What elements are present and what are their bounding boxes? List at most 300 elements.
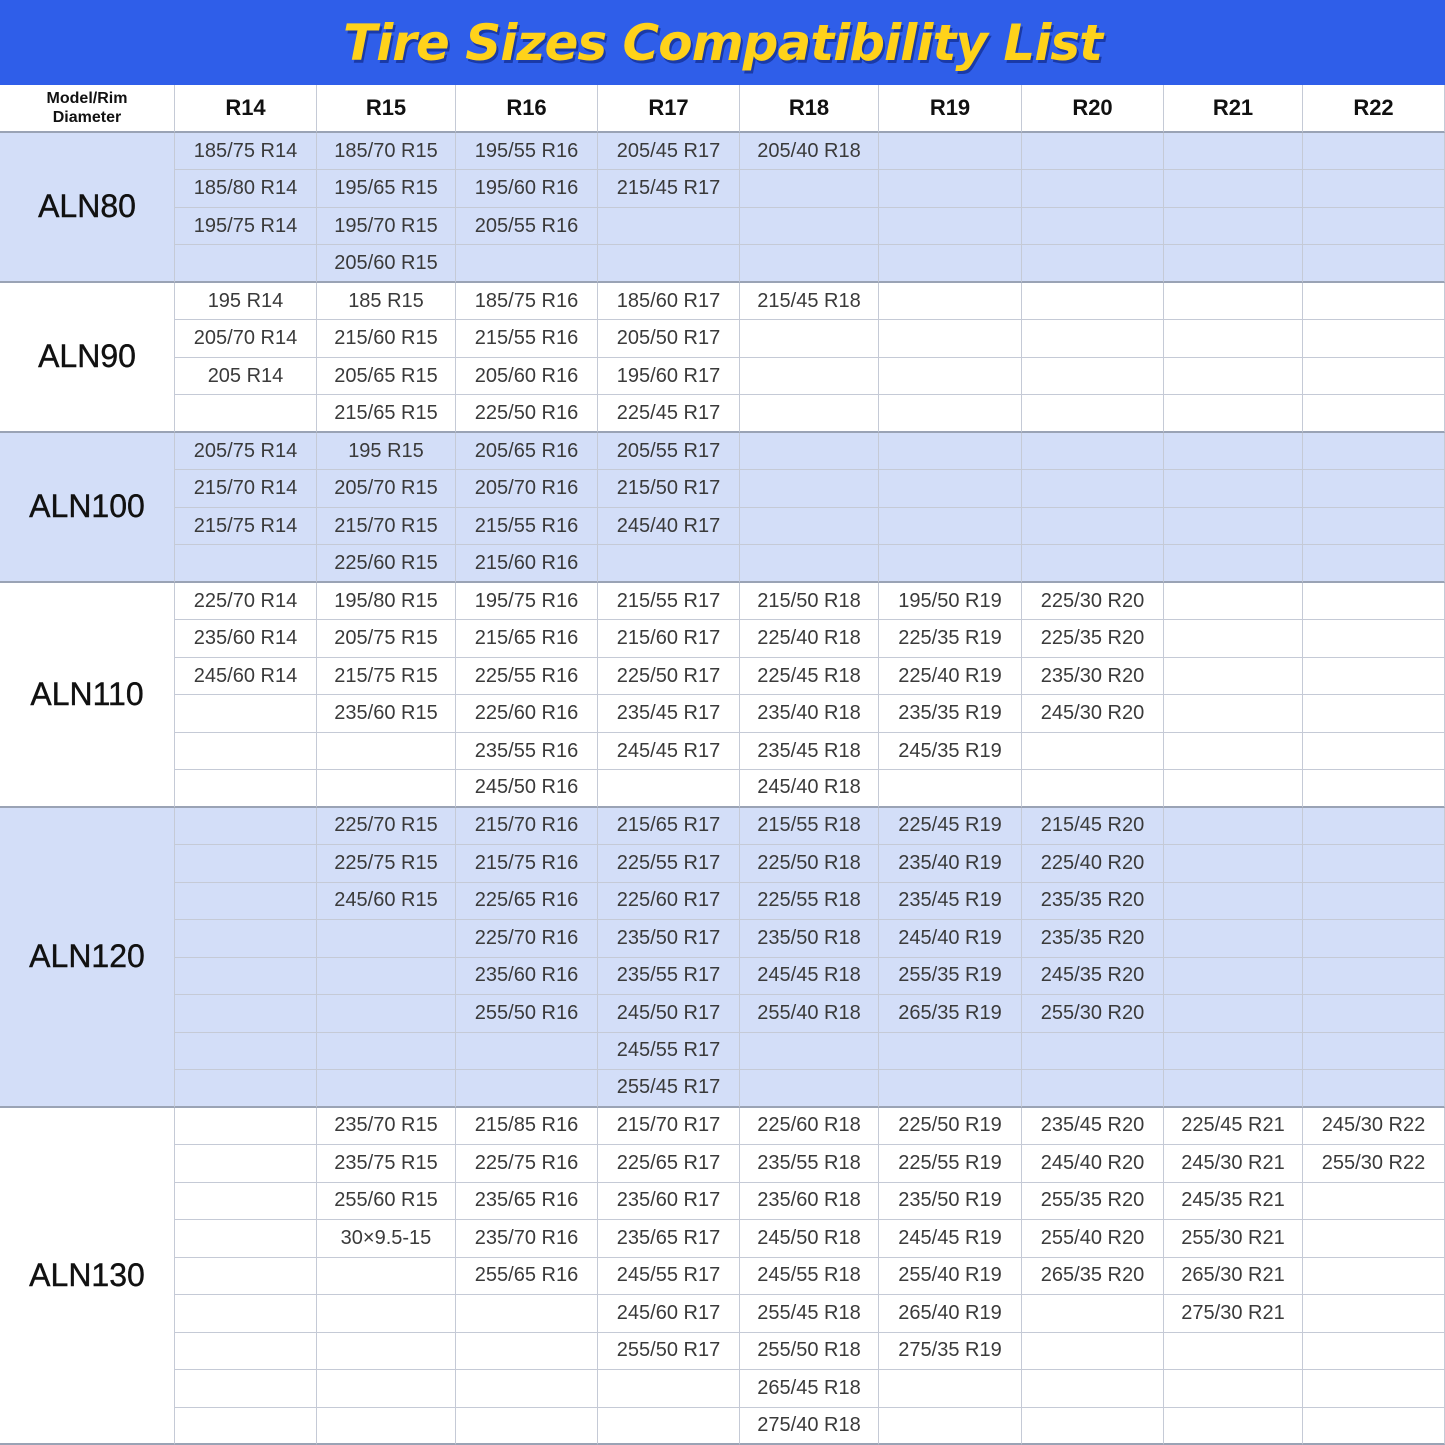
tire-size-cell <box>1164 845 1303 882</box>
tire-size-cell <box>879 1070 1022 1107</box>
model-aln100: ALN100 <box>0 433 175 583</box>
tire-size-cell <box>1164 208 1303 245</box>
tire-size-cell: 255/30 R21 <box>1164 1220 1303 1257</box>
tire-size-cell <box>598 545 740 582</box>
header-r19: R19 <box>879 85 1022 133</box>
tire-size-cell <box>1303 545 1445 582</box>
tire-size-cell: 255/40 R20 <box>1022 1220 1164 1257</box>
tire-size-cell: 215/70 R17 <box>598 1108 740 1145</box>
tire-size-cell: 235/50 R18 <box>740 920 879 957</box>
tire-size-cell: 215/65 R15 <box>317 395 456 432</box>
tire-size-cell <box>456 1033 598 1070</box>
header-r22: R22 <box>1303 85 1445 133</box>
tire-size-cell <box>317 1258 456 1295</box>
tire-size-cell: 225/50 R19 <box>879 1108 1022 1145</box>
tire-size-cell <box>1303 883 1445 920</box>
header-r17: R17 <box>598 85 740 133</box>
tire-size-cell <box>879 1408 1022 1445</box>
tire-size-cell: 255/30 R22 <box>1303 1145 1445 1182</box>
tire-size-cell <box>1164 770 1303 807</box>
header-r14: R14 <box>175 85 317 133</box>
tire-size-cell <box>456 1333 598 1370</box>
tire-size-cell <box>740 1033 879 1070</box>
tire-size-cell: 245/30 R21 <box>1164 1145 1303 1182</box>
tire-size-cell: 255/50 R16 <box>456 995 598 1032</box>
tire-size-cell <box>1022 1370 1164 1407</box>
tire-size-cell <box>1164 1408 1303 1445</box>
tire-size-cell <box>1303 170 1445 207</box>
tire-size-cell <box>1164 1070 1303 1107</box>
tire-size-cell: 215/65 R17 <box>598 808 740 845</box>
tire-size-cell: 265/45 R18 <box>740 1370 879 1407</box>
model-aln90: ALN90 <box>0 283 175 433</box>
tire-size-cell <box>456 1408 598 1445</box>
tire-size-cell <box>879 133 1022 170</box>
tire-size-cell <box>740 545 879 582</box>
tire-size-cell <box>879 395 1022 432</box>
title-banner <box>0 0 1445 85</box>
tire-size-cell <box>1164 358 1303 395</box>
tire-size-cell: 205/70 R16 <box>456 470 598 507</box>
header-r21: R21 <box>1164 85 1303 133</box>
tire-size-cell <box>740 433 879 470</box>
tire-size-cell <box>1164 1033 1303 1070</box>
tire-size-cell <box>1022 545 1164 582</box>
tire-size-cell <box>1303 283 1445 320</box>
tire-size-cell <box>1164 733 1303 770</box>
tire-size-cell: 215/55 R16 <box>456 320 598 357</box>
tire-size-cell: 225/55 R16 <box>456 658 598 695</box>
tire-size-cell <box>1022 133 1164 170</box>
tire-size-cell: 235/60 R16 <box>456 958 598 995</box>
tire-size-cell: 235/55 R16 <box>456 733 598 770</box>
tire-size-cell <box>740 470 879 507</box>
tire-size-cell <box>1303 920 1445 957</box>
tire-size-cell: 235/30 R20 <box>1022 658 1164 695</box>
tire-size-cell: 215/85 R16 <box>456 1108 598 1145</box>
tire-size-cell <box>175 958 317 995</box>
tire-size-cell: 30×9.5-15 <box>317 1220 456 1257</box>
tire-size-cell <box>317 920 456 957</box>
tire-size-cell: 225/30 R20 <box>1022 583 1164 620</box>
compatibility-table <box>0 85 1445 1445</box>
tire-size-cell <box>175 883 317 920</box>
tire-size-cell: 245/40 R18 <box>740 770 879 807</box>
tire-size-cell: 185 R15 <box>317 283 456 320</box>
tire-size-cell <box>1022 170 1164 207</box>
tire-size-cell <box>1022 1295 1164 1332</box>
tire-size-cell <box>317 770 456 807</box>
tire-size-cell <box>175 1145 317 1182</box>
tire-size-cell: 225/45 R17 <box>598 395 740 432</box>
tire-size-cell: 215/45 R20 <box>1022 808 1164 845</box>
tire-size-cell: 215/60 R15 <box>317 320 456 357</box>
tire-size-cell: 185/60 R17 <box>598 283 740 320</box>
tire-size-cell <box>879 283 1022 320</box>
tire-size-cell: 225/40 R20 <box>1022 845 1164 882</box>
tire-size-cell: 195 R15 <box>317 433 456 470</box>
header-r18: R18 <box>740 85 879 133</box>
header-model-rim-diameter <box>0 85 175 133</box>
model-aln120: ALN120 <box>0 808 175 1108</box>
tire-size-cell <box>1303 133 1445 170</box>
tire-size-cell: 245/45 R18 <box>740 958 879 995</box>
tire-size-cell: 205/70 R15 <box>317 470 456 507</box>
tire-size-cell: 205/60 R15 <box>317 245 456 282</box>
model-aln130: ALN130 <box>0 1108 175 1445</box>
tire-size-cell <box>598 1370 740 1407</box>
tire-size-cell <box>879 358 1022 395</box>
tire-size-cell: 225/50 R18 <box>740 845 879 882</box>
tire-size-cell: 195/75 R14 <box>175 208 317 245</box>
model-aln80: ALN80 <box>0 133 175 283</box>
tire-size-cell: 205/40 R18 <box>740 133 879 170</box>
tire-size-cell <box>175 245 317 282</box>
tire-size-cell <box>456 1295 598 1332</box>
tire-size-cell: 245/45 R19 <box>879 1220 1022 1257</box>
tire-size-cell <box>879 1370 1022 1407</box>
tire-size-cell: 265/35 R20 <box>1022 1258 1164 1295</box>
tire-size-cell <box>1022 208 1164 245</box>
tire-size-cell <box>175 695 317 732</box>
tire-size-cell <box>1164 133 1303 170</box>
tire-size-cell: 235/60 R17 <box>598 1183 740 1220</box>
tire-size-cell <box>456 1370 598 1407</box>
tire-size-cell: 235/55 R18 <box>740 1145 879 1182</box>
header-r20: R20 <box>1022 85 1164 133</box>
tire-size-cell <box>1303 958 1445 995</box>
tire-size-cell <box>1303 620 1445 657</box>
tire-size-cell <box>1022 245 1164 282</box>
tire-size-cell <box>1303 695 1445 732</box>
tire-size-cell: 255/40 R18 <box>740 995 879 1032</box>
tire-size-cell: 215/60 R16 <box>456 545 598 582</box>
tire-size-cell: 255/30 R20 <box>1022 995 1164 1032</box>
tire-size-cell <box>740 320 879 357</box>
tire-size-cell <box>740 358 879 395</box>
tire-size-cell <box>1303 1033 1445 1070</box>
tire-size-cell: 195/60 R17 <box>598 358 740 395</box>
tire-size-cell: 255/45 R18 <box>740 1295 879 1332</box>
tire-size-cell <box>1164 1333 1303 1370</box>
tire-size-cell: 265/40 R19 <box>879 1295 1022 1332</box>
tire-size-cell <box>879 770 1022 807</box>
tire-size-cell: 185/80 R14 <box>175 170 317 207</box>
tire-size-cell <box>1022 358 1164 395</box>
header-r15: R15 <box>317 85 456 133</box>
tire-size-cell <box>598 770 740 807</box>
tire-size-cell: 245/50 R16 <box>456 770 598 807</box>
tire-size-cell: 215/45 R17 <box>598 170 740 207</box>
tire-size-cell <box>175 1258 317 1295</box>
tire-size-cell: 235/55 R17 <box>598 958 740 995</box>
tire-size-cell <box>1303 1070 1445 1107</box>
tire-size-cell: 195/75 R16 <box>456 583 598 620</box>
tire-size-cell <box>1164 470 1303 507</box>
tire-size-cell <box>1303 583 1445 620</box>
tire-size-cell <box>879 545 1022 582</box>
tire-size-cell: 205/55 R17 <box>598 433 740 470</box>
tire-size-cell: 235/60 R14 <box>175 620 317 657</box>
tire-size-cell: 225/60 R18 <box>740 1108 879 1145</box>
tire-size-cell: 205/75 R15 <box>317 620 456 657</box>
tire-size-cell <box>879 470 1022 507</box>
tire-size-cell: 245/35 R19 <box>879 733 1022 770</box>
tire-size-cell: 235/40 R19 <box>879 845 1022 882</box>
tire-size-cell <box>879 245 1022 282</box>
tire-size-cell <box>1022 1070 1164 1107</box>
tire-size-cell: 205/65 R16 <box>456 433 598 470</box>
tire-size-cell: 225/55 R19 <box>879 1145 1022 1182</box>
tire-size-cell <box>1164 808 1303 845</box>
tire-size-cell: 235/50 R19 <box>879 1183 1022 1220</box>
tire-size-cell <box>175 995 317 1032</box>
tire-size-cell: 195/55 R16 <box>456 133 598 170</box>
tire-size-cell: 215/75 R14 <box>175 508 317 545</box>
tire-size-cell: 215/75 R15 <box>317 658 456 695</box>
tire-size-cell <box>1022 1408 1164 1445</box>
tire-size-cell: 215/70 R15 <box>317 508 456 545</box>
tire-size-cell: 225/35 R20 <box>1022 620 1164 657</box>
tire-size-cell <box>598 208 740 245</box>
tire-size-cell <box>740 170 879 207</box>
tire-size-cell: 195/50 R19 <box>879 583 1022 620</box>
tire-size-cell: 225/70 R15 <box>317 808 456 845</box>
tire-size-cell: 225/75 R16 <box>456 1145 598 1182</box>
tire-size-cell <box>740 508 879 545</box>
tire-size-cell: 235/45 R19 <box>879 883 1022 920</box>
tire-size-cell <box>175 1183 317 1220</box>
tire-size-cell <box>1164 658 1303 695</box>
tire-size-cell <box>598 1408 740 1445</box>
tire-size-cell <box>175 733 317 770</box>
tire-size-cell: 275/30 R21 <box>1164 1295 1303 1332</box>
tire-size-cell <box>1303 320 1445 357</box>
tire-size-cell <box>1022 283 1164 320</box>
tire-size-cell <box>1164 883 1303 920</box>
tire-size-cell: 265/30 R21 <box>1164 1258 1303 1295</box>
tire-size-cell: 225/70 R14 <box>175 583 317 620</box>
tire-size-cell: 235/35 R19 <box>879 695 1022 732</box>
tire-size-cell <box>1164 545 1303 582</box>
tire-size-cell: 275/35 R19 <box>879 1333 1022 1370</box>
tire-size-cell: 205/60 R16 <box>456 358 598 395</box>
tire-size-cell <box>1303 508 1445 545</box>
tire-size-cell: 235/65 R16 <box>456 1183 598 1220</box>
tire-size-cell: 245/35 R20 <box>1022 958 1164 995</box>
tire-size-cell: 245/45 R17 <box>598 733 740 770</box>
tire-size-cell: 235/60 R15 <box>317 695 456 732</box>
tire-size-cell: 225/45 R19 <box>879 808 1022 845</box>
tire-size-cell <box>1303 208 1445 245</box>
tire-size-cell: 225/55 R18 <box>740 883 879 920</box>
tire-size-cell <box>1164 958 1303 995</box>
tire-size-cell: 205/65 R15 <box>317 358 456 395</box>
tire-size-cell <box>1303 358 1445 395</box>
tire-size-cell <box>1022 770 1164 807</box>
tire-size-cell: 225/60 R15 <box>317 545 456 582</box>
tire-size-cell <box>1164 995 1303 1032</box>
tire-size-cell: 265/35 R19 <box>879 995 1022 1032</box>
tire-size-cell <box>1303 433 1445 470</box>
tire-size-cell <box>1022 508 1164 545</box>
tire-size-cell <box>879 170 1022 207</box>
tire-size-cell <box>598 245 740 282</box>
tire-size-cell <box>1164 1370 1303 1407</box>
tire-size-cell: 245/55 R17 <box>598 1258 740 1295</box>
tire-size-cell: 185/70 R15 <box>317 133 456 170</box>
tire-size-cell <box>1303 808 1445 845</box>
tire-size-cell <box>740 245 879 282</box>
tire-size-cell: 205/70 R14 <box>175 320 317 357</box>
tire-size-cell <box>1164 695 1303 732</box>
tire-size-cell <box>1303 395 1445 432</box>
tire-size-cell: 255/40 R19 <box>879 1258 1022 1295</box>
tire-size-cell <box>175 1370 317 1407</box>
tire-size-cell: 195/70 R15 <box>317 208 456 245</box>
tire-size-cell <box>1164 283 1303 320</box>
tire-size-cell: 215/55 R17 <box>598 583 740 620</box>
tire-size-cell: 215/70 R14 <box>175 470 317 507</box>
tire-size-cell <box>1164 508 1303 545</box>
tire-size-cell: 245/40 R19 <box>879 920 1022 957</box>
tire-size-cell: 215/45 R18 <box>740 283 879 320</box>
tire-size-cell <box>317 1408 456 1445</box>
tire-size-cell: 205/55 R16 <box>456 208 598 245</box>
tire-size-cell <box>175 1070 317 1107</box>
tire-size-cell: 245/30 R20 <box>1022 695 1164 732</box>
tire-size-cell <box>740 1070 879 1107</box>
tire-size-cell <box>1164 583 1303 620</box>
tire-size-cell: 235/75 R15 <box>317 1145 456 1182</box>
tire-size-cell: 245/55 R17 <box>598 1033 740 1070</box>
tire-size-cell <box>1303 1183 1445 1220</box>
tire-size-cell <box>1022 320 1164 357</box>
tire-size-cell: 185/75 R16 <box>456 283 598 320</box>
tire-size-cell <box>879 320 1022 357</box>
tire-size-cell: 225/60 R16 <box>456 695 598 732</box>
tire-size-cell: 235/45 R20 <box>1022 1108 1164 1145</box>
tire-size-cell <box>175 845 317 882</box>
tire-size-cell: 245/50 R18 <box>740 1220 879 1257</box>
tire-size-cell <box>740 208 879 245</box>
header-first-line: Diameter <box>52 109 122 126</box>
tire-size-cell: 225/40 R18 <box>740 620 879 657</box>
tire-size-cell <box>317 1070 456 1107</box>
tire-size-cell <box>175 1295 317 1332</box>
tire-size-cell <box>1022 1333 1164 1370</box>
tire-size-cell: 235/45 R17 <box>598 695 740 732</box>
tire-size-cell <box>1303 470 1445 507</box>
tire-size-cell: 205/50 R17 <box>598 320 740 357</box>
tire-size-cell <box>1022 470 1164 507</box>
tire-size-cell <box>317 958 456 995</box>
tire-size-cell <box>1303 1408 1445 1445</box>
tire-size-cell <box>175 1333 317 1370</box>
tire-size-cell <box>175 1033 317 1070</box>
tire-size-cell: 275/40 R18 <box>740 1408 879 1445</box>
tire-size-cell: 215/50 R17 <box>598 470 740 507</box>
tire-size-cell: 255/50 R17 <box>598 1333 740 1370</box>
tire-size-cell <box>456 245 598 282</box>
tire-size-cell <box>1303 770 1445 807</box>
tire-size-cell: 235/65 R17 <box>598 1220 740 1257</box>
tire-size-cell <box>1303 845 1445 882</box>
header-first-line: Model/Rim <box>46 90 128 107</box>
tire-size-cell: 255/50 R18 <box>740 1333 879 1370</box>
tire-size-cell: 235/35 R20 <box>1022 883 1164 920</box>
tire-size-cell: 225/70 R16 <box>456 920 598 957</box>
tire-size-cell: 245/50 R17 <box>598 995 740 1032</box>
tire-size-cell: 205/45 R17 <box>598 133 740 170</box>
tire-size-cell <box>740 395 879 432</box>
tire-size-cell <box>1303 245 1445 282</box>
tire-size-cell <box>1164 920 1303 957</box>
tire-size-cell <box>317 1333 456 1370</box>
tire-size-cell <box>1303 1258 1445 1295</box>
tire-size-cell: 235/70 R16 <box>456 1220 598 1257</box>
tire-size-cell: 255/35 R20 <box>1022 1183 1164 1220</box>
tire-size-cell <box>175 1108 317 1145</box>
tire-size-cell: 215/55 R18 <box>740 808 879 845</box>
header-r16: R16 <box>456 85 598 133</box>
tire-size-cell <box>1164 320 1303 357</box>
tire-size-cell <box>1164 433 1303 470</box>
tire-size-cell: 215/50 R18 <box>740 583 879 620</box>
tire-size-cell <box>1303 995 1445 1032</box>
tire-size-cell: 225/65 R17 <box>598 1145 740 1182</box>
tire-size-cell <box>456 1070 598 1107</box>
tire-size-cell <box>175 770 317 807</box>
tire-size-cell: 215/75 R16 <box>456 845 598 882</box>
tire-size-cell <box>175 1408 317 1445</box>
tire-size-cell: 235/45 R18 <box>740 733 879 770</box>
tire-size-cell: 245/60 R15 <box>317 883 456 920</box>
tire-size-cell: 215/65 R16 <box>456 620 598 657</box>
tire-size-cell <box>1303 658 1445 695</box>
tire-size-cell <box>1303 1220 1445 1257</box>
tire-size-cell <box>175 395 317 432</box>
tire-size-cell: 205/75 R14 <box>175 433 317 470</box>
tire-size-cell <box>879 508 1022 545</box>
tire-size-cell <box>317 733 456 770</box>
tire-size-cell <box>317 1370 456 1407</box>
tire-size-cell: 185/75 R14 <box>175 133 317 170</box>
model-aln110: ALN110 <box>0 583 175 808</box>
tire-size-cell: 195/65 R15 <box>317 170 456 207</box>
tire-size-cell: 225/50 R16 <box>456 395 598 432</box>
tire-size-cell: 245/35 R21 <box>1164 1183 1303 1220</box>
tire-size-cell: 225/65 R16 <box>456 883 598 920</box>
tire-size-cell <box>1164 395 1303 432</box>
tire-size-cell: 215/70 R16 <box>456 808 598 845</box>
tire-size-cell <box>1022 433 1164 470</box>
tire-size-cell: 195/60 R16 <box>456 170 598 207</box>
tire-size-cell <box>175 545 317 582</box>
tire-size-cell <box>1303 1295 1445 1332</box>
tire-size-cell <box>317 1033 456 1070</box>
page-title: Tire Sizes Compatibility List <box>342 13 1103 72</box>
tire-size-cell: 225/60 R17 <box>598 883 740 920</box>
tire-size-cell: 255/35 R19 <box>879 958 1022 995</box>
tire-size-cell: 225/50 R17 <box>598 658 740 695</box>
tire-size-cell <box>1022 395 1164 432</box>
tire-size-cell <box>1164 170 1303 207</box>
tire-size-cell <box>175 808 317 845</box>
tire-size-cell <box>1303 1333 1445 1370</box>
tire-size-cell: 215/55 R16 <box>456 508 598 545</box>
tire-size-cell: 235/70 R15 <box>317 1108 456 1145</box>
